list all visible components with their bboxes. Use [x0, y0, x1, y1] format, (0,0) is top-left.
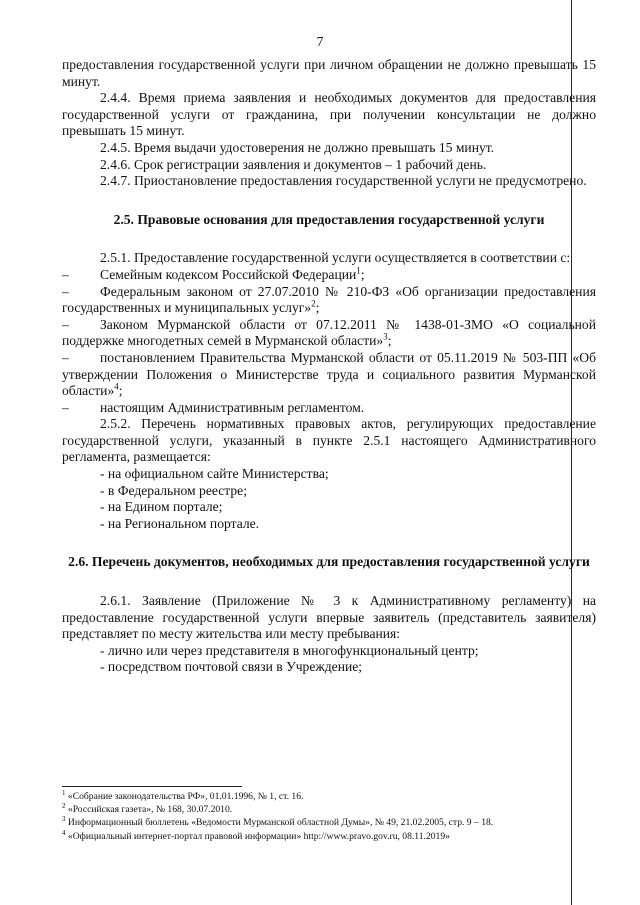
paragraph: 2.6.1. Заявление (Приложение № 3 к Административному регламенту) на предоставление государственной услуги впервые заявитель (представитель заявителя) представляет по месту жительства или месту пребывания: — [62, 593, 596, 642]
footnote — [62, 830, 582, 843]
list-line: - посредством почтовой связи в Учреждение; — [100, 659, 363, 675]
list-line: - на Едином портале; — [100, 499, 223, 515]
paragraph: 2.5.1. Предоставление государственной услуги осуществляется в соответствии с: — [100, 250, 571, 266]
list-item — [62, 267, 596, 284]
footnote-ref: 4 — [114, 381, 119, 392]
list-line: - на Региональном портале. — [100, 515, 260, 531]
dash-marker: – — [62, 399, 69, 415]
footnote-number: 3 — [62, 815, 66, 824]
paragraph: предоставления государственной услуги при личном обращении не должно превышать 15 минут. — [62, 57, 596, 89]
footnotes — [62, 790, 582, 843]
footnote — [62, 816, 582, 829]
paragraph: 2.4.6. Срок регистрации заявления и документов – 1 рабочий день. — [100, 156, 487, 172]
list-line: - на официальном сайте Министерства; — [100, 466, 329, 482]
paragraph: 2.4.5. Время выдачи удостоверения не должно превышать 15 минут. — [100, 139, 495, 155]
list-item-text: Законом Мурманской области от 07.12.2011 № 1438-01-ЗМО «О социальной поддержке многодетных семей в Мурманской области» — [62, 316, 596, 349]
list-item-text: Федеральным законом от 27.07.2010 № 210-ФЗ «Об организации предоставления государственных и муниципальных услуг» — [62, 283, 596, 316]
footnote-ref: 3 — [383, 331, 388, 342]
dash-marker: – — [62, 283, 69, 299]
footnote-number: 2 — [62, 802, 66, 811]
paragraph: 2.4.7. Приостановление предоставления государственной услуги не предусмотрено. — [100, 173, 587, 189]
list-item-text: постановлением Правительства Мурманской области от 05.11.2019 № 503-ПП «Об утверждении Положения о Министерстве труда и социального развития Мурманской области» — [62, 349, 596, 399]
dash-marker: – — [62, 349, 69, 365]
list-item — [62, 400, 596, 417]
punctuation: ; — [387, 333, 392, 349]
footnote-text: Информационный бюллетень «Ведомости Мурманской областной Думы», № 49, 21.02.2005, стр. 9 – 18. — [65, 817, 494, 829]
section-heading: 2.6. Перечень документов, необходимых для предоставления государственной услуги — [68, 554, 590, 570]
list-item — [62, 350, 596, 400]
punctuation: ; — [118, 383, 123, 399]
spacer — [62, 532, 596, 554]
spacer — [62, 571, 596, 593]
paragraph: 2.5.2. Перечень нормативных правовых актов, регулирующих предоставление государственной услуги, указанный в пункте 2.5.1 настоящего Административного регламента, размещается: — [62, 416, 596, 465]
footnote-number: 1 — [62, 788, 66, 797]
footnote-separator — [62, 786, 242, 787]
spacer — [62, 190, 596, 212]
punctuation: ; — [315, 300, 320, 316]
list-line: - лично или через представителя в многофункциональный центр; — [100, 642, 479, 658]
dash-marker: – — [62, 316, 69, 332]
list-item — [62, 317, 596, 350]
footnote-text: «Официальный интернет-портал правовой информации» http://www.pravo.gov.ru, 08.11.2019» — [65, 830, 450, 842]
document-body — [62, 57, 596, 676]
footnote-number: 4 — [62, 828, 66, 837]
list-item-text: настоящим Административным регламентом. — [100, 399, 365, 415]
page-number: 7 — [316, 34, 324, 49]
punctuation: ; — [360, 266, 365, 282]
list-item — [62, 284, 596, 317]
footnote — [62, 790, 582, 803]
footnote-text: «Собрание законодательства РФ», 01.01.1996, № 1, ст. 16. — [65, 791, 304, 802]
dash-marker: – — [62, 266, 69, 282]
section-heading: 2.5. Правовые основания для предоставления государственной услуги — [113, 211, 545, 227]
footnote — [62, 803, 582, 816]
list-item-text: Семейным кодексом Российской Федерации — [100, 266, 357, 282]
footnote-text: «Российская газета», № 168, 30.07.2010. — [65, 804, 233, 816]
list-line: - в Федеральном реестре; — [100, 482, 247, 498]
footnote-ref: 1 — [356, 265, 361, 276]
footnote-ref: 2 — [311, 298, 316, 309]
paragraph: 2.4.4. Время приема заявления и необходимых документов для предоставления государственной услуги от гражданина, при получении консультации не должно превышать 15 минут. — [62, 90, 596, 139]
spacer — [62, 228, 596, 250]
